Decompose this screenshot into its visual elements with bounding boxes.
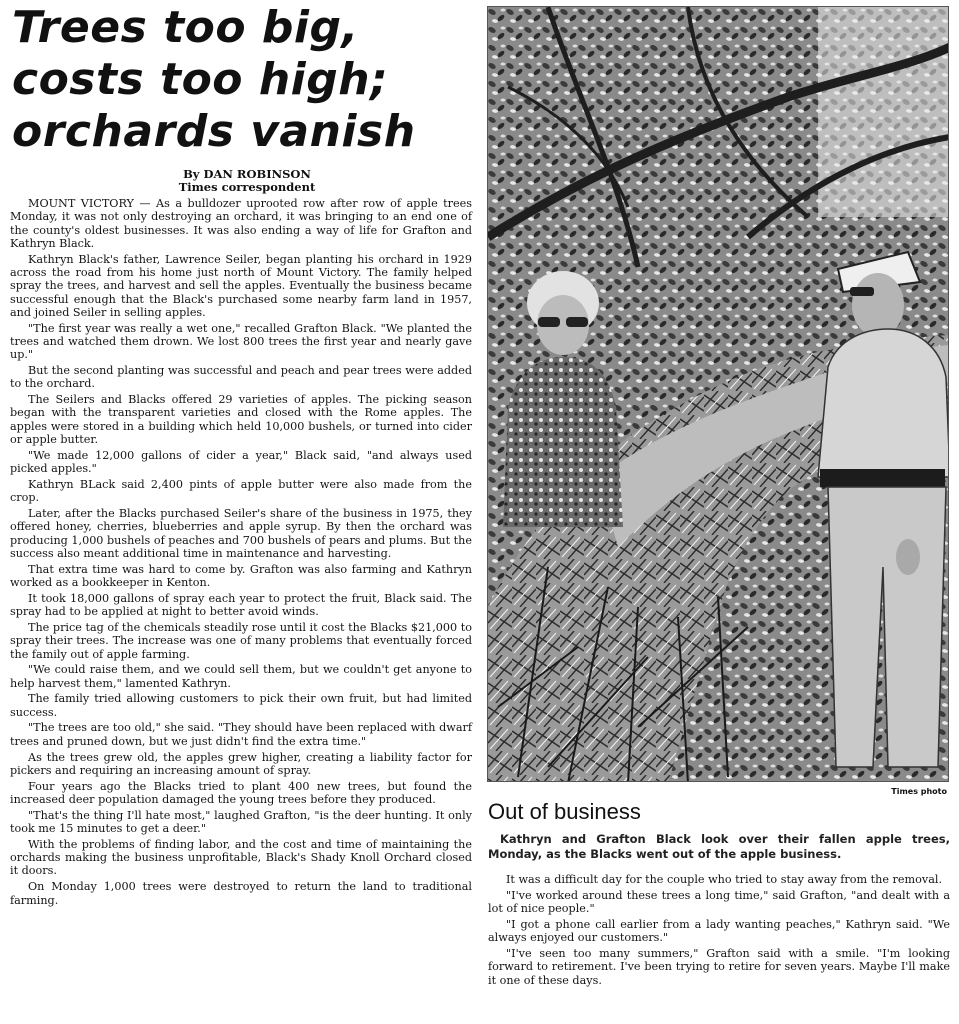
photo-illustration <box>488 7 949 782</box>
article-paragraph: Kathryn BLack said 2,400 pints of apple butter were also made from the crop. <box>10 477 472 505</box>
byline <box>12 168 482 194</box>
article-paragraph: The family tried allowing customers to pick their own fruit, but had limited success. <box>10 692 472 719</box>
article-paragraph: It took 18,000 gallons of spray each year to protect the fruit, Black said. The spray had to be applied at night to better avoid winds. <box>10 591 472 619</box>
article-paragraph: MOUNT VICTORY — As a bulldozer uprooted row after row of apple trees Monday, it was not only destroying an orchard, it was bringing to an end one of the county's oldest businesses. It was also ending a way of life for Grafton and Kathryn Black. <box>10 197 472 250</box>
article-paragraph: "We could raise them, and we could sell them, but we couldn't get anyone to help harvest them," lamented Kathryn. <box>10 663 472 690</box>
sidebar-body <box>488 873 950 989</box>
article-paragraph: Kathryn Black's father, Lawrence Seiler, began planting his orchard in 1929 across the road from his home just north of Mount Victory. The family helped spray the trees, and harvest and sell the apples. Eventually the business became successful enough that the Black's purchased some nearby farm land in 1957, and joined Seiler in selling apples. <box>10 252 472 319</box>
orchard-photo <box>487 6 949 782</box>
article-paragraph: Later, after the Blacks purchased Seiler's share of the business in 1975, they offered honey, cherries, blueberries and apple syrup. By then the orchard was producing 1,000 bushels of peaches and 700 bushels of pears and plums. But the success also meant additional time in maintenance and harvesting. <box>10 507 472 560</box>
caption-title: Out of business <box>488 799 641 824</box>
headline <box>12 2 482 158</box>
article-paragraph: The Seilers and Blacks offered 29 varieties of apples. The picking season began with the transparent varieties and closed with the Rome apples. The apples were stored in a building which held 10,000 bushels, or turned into cider or apple butter. <box>10 393 472 447</box>
caption-text: Kathryn and Grafton Black look over their fallen apple trees, Monday, as the Blacks went out of the apple business. <box>488 832 950 861</box>
article-paragraph: But the second planting was successful and peach and pear trees were added to the orchard. <box>10 364 472 391</box>
sidebar-paragraph: "I've worked around these trees a long time," said Grafton, "and dealt with a lot of nice people." <box>488 888 950 916</box>
article-paragraph: The price tag of the chemicals steadily rose until it cost the Blacks $21,000 to spray their trees. The increase was one of many problems that eventually forced the family out of apple farming. <box>10 620 472 661</box>
photo-credit: Times photo <box>891 787 947 796</box>
article-paragraph: As the trees grew old, the apples grew higher, creating a liability factor for pickers and requiring an increasing amount of spray. <box>10 750 472 777</box>
article-paragraph: "That's the thing I'll hate most," laughed Grafton, "is the deer hunting. It only took me 15 minutes to get a deer." <box>10 808 472 836</box>
article-paragraph: On Monday 1,000 trees were destroyed to return the land to traditional farming. <box>10 880 472 907</box>
headline-line-2: costs too high; <box>12 54 389 105</box>
article-paragraph: Four years ago the Blacks tried to plant 400 new trees, but found the increased deer population damaged the young trees before they produced. <box>10 779 472 806</box>
sidebar-paragraph: "I've seen too many summers," Grafton said with a smile. "I'm looking forward to retirement. I've been trying to retire for seven years. Maybe I'll make it one of these days. <box>488 946 950 987</box>
article-paragraph: "The trees are too old," she said. "They should have been replaced with dwarf trees and pruned down, but we just didn't find the extra time." <box>10 721 472 748</box>
article-paragraph: "We made 12,000 gallons of cider a year," Black said, "and always used picked apples." <box>10 448 472 476</box>
article-paragraph: With the problems of finding labor, and the cost and time of maintaining the orchards making the business unprofitable, Black's Shady Knoll Orchard closed it doors. <box>10 837 472 878</box>
byline-author: By DAN ROBINSON <box>183 167 311 181</box>
sidebar-paragraph: "I got a phone call earlier from a lady wanting peaches," Kathryn said. "We always enjoyed our customers." <box>488 917 950 945</box>
sidebar-paragraph: It was a difficult day for the couple who tried to stay away from the removal. <box>506 873 942 886</box>
article-body <box>10 197 472 909</box>
headline-line-3: orchards vanish <box>12 106 416 157</box>
article-paragraph: "The first year was really a wet one," recalled Grafton Black. "We planted the trees and watched them drown. We lost 800 trees the first year and nearly gave up." <box>10 321 472 362</box>
byline-role: Times correspondent <box>178 180 316 194</box>
headline-line-1: Trees too big, <box>12 2 359 53</box>
article-paragraph: That extra time was hard to come by. Grafton was also farming and Kathryn worked as a bookkeeper in Kenton. <box>10 562 472 590</box>
